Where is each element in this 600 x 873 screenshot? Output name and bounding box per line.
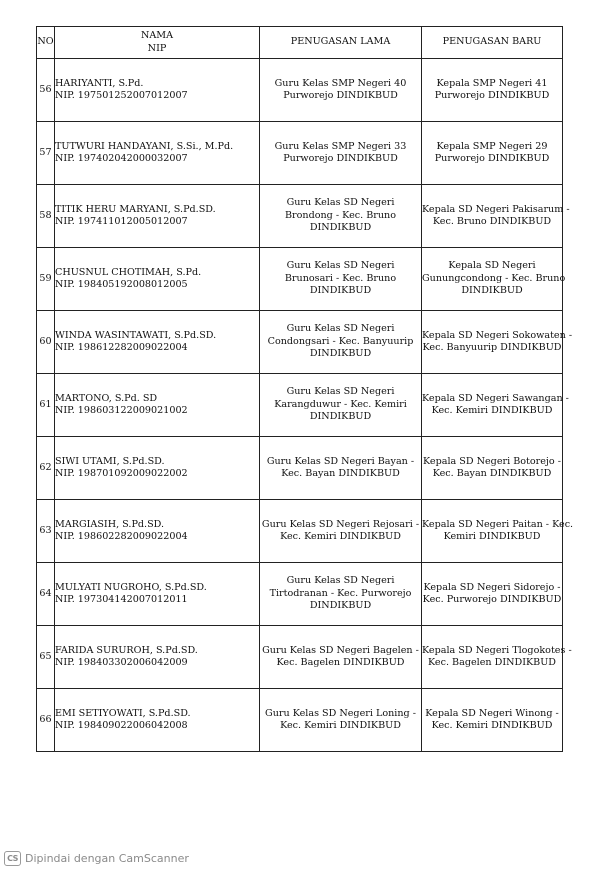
new-assignment (422, 500, 574, 563)
scanner-watermark (4, 850, 189, 866)
header-nama-nip (55, 27, 260, 59)
employee-nip: NIP. 198403302006042009 (55, 657, 188, 668)
assignment-line: DINDIKBUD (309, 285, 372, 297)
assignment-line: Guru Kelas SD Negeri Bayan - (266, 455, 415, 467)
row-number: 64 (37, 563, 55, 626)
assignment-line: Kepala SMP Negeri 41 (436, 77, 548, 89)
previous-assignment (260, 311, 422, 374)
employee-nip: NIP. 197411012005012007 (55, 216, 188, 227)
assignment-line: Guru Kelas SD Negeri (286, 197, 395, 209)
employee-cell (55, 122, 260, 185)
new-assignment (422, 437, 563, 500)
assignment-line: Kepala SD Negeri (448, 260, 536, 272)
employee-cell (55, 437, 260, 500)
table-row (37, 59, 563, 122)
assignment-line: Kec. Bagelen DINDIKBUD (276, 657, 405, 668)
previous-assignment (260, 185, 422, 248)
employee-nip: NIP. 197304142007012011 (55, 594, 188, 605)
assignment-line: DINDIKBUD (461, 285, 523, 297)
table-row (37, 185, 563, 248)
assignment-line: DINDIKBUD (309, 348, 372, 360)
assignment-line: Guru Kelas SD Negeri (286, 260, 395, 272)
employee-cell (55, 626, 260, 689)
table-row (37, 122, 563, 185)
table-row (37, 311, 563, 374)
employee-name: HARIYANTI, S.Pd. (55, 77, 144, 89)
assignment-line: Kec. Purworejo DINDIKBUD (422, 594, 562, 605)
table-row (37, 374, 563, 437)
new-assignment (422, 59, 563, 122)
previous-assignment (260, 689, 422, 752)
row-number: 66 (37, 689, 55, 752)
employee-cell (55, 374, 260, 437)
assignment-line: Guru Kelas SMP Negeri 33 (274, 140, 407, 152)
assignment-line: Kec. Bruno DINDIKBUD (432, 216, 552, 227)
assignment-line: Purworejo DINDIKBUD (434, 153, 550, 164)
row-number: 62 (37, 437, 55, 500)
assignment-line: Kepala SD Negeri Paitan - Kec. (422, 518, 574, 530)
previous-assignment (260, 563, 422, 626)
new-assignment (422, 626, 572, 689)
new-assignment (422, 185, 570, 248)
table-header-row (37, 27, 563, 59)
employee-nip: NIP. 198612282009022004 (55, 342, 188, 353)
row-number: 58 (37, 185, 55, 248)
employee-cell (55, 500, 260, 563)
new-assignment (422, 689, 563, 752)
table-row (37, 563, 563, 626)
assignment-line: Guru Kelas SD Negeri Loning - (265, 707, 416, 719)
table-row (37, 248, 563, 311)
employee-nip: NIP. 197402042000032007 (55, 153, 188, 164)
assignment-line: Kec. Kemiri DINDIKBUD (431, 720, 553, 731)
assignment-line: Kepala SD Negeri Sokowaten - (422, 329, 573, 341)
assignment-line: Purworejo DINDIKBUD (283, 153, 398, 164)
assignment-line: Condongsari - Kec. Banyuurip (267, 335, 414, 347)
header-nama: NAMA (140, 30, 174, 41)
assignment-line: Kec. Kemiri DINDIKBUD (280, 720, 401, 731)
assignment-line: Kepala SD Negeri Sawangan - (422, 392, 569, 404)
table-row (37, 689, 563, 752)
assignment-line: Kepala SD Negeri Pakisarum - (422, 203, 570, 215)
assignment-line: Kemiri DINDIKBUD (443, 531, 541, 542)
assignment-line: Guru Kelas SMP Negeri 40 (274, 77, 407, 89)
assignment-line: Brondong - Kec. Bruno (285, 209, 396, 221)
employee-nip: NIP. 197501252007012007 (55, 90, 188, 101)
employee-name: TUTWURI HANDAYANI, S.Si., M.Pd. (55, 140, 234, 152)
assignment-line: Purworejo DINDIKBUD (283, 90, 398, 101)
header-nip: NIP (147, 42, 167, 54)
assignment-line: Kepala SMP Negeri 29 (436, 140, 548, 152)
header-no: NO (37, 27, 55, 59)
employee-name: FARIDA SURUROH, S.Pd.SD. (55, 644, 198, 656)
scanner-text: Dipindai dengan CamScanner (25, 851, 189, 865)
assignment-line: Guru Kelas SD Negeri (286, 323, 395, 335)
row-number: 63 (37, 500, 55, 563)
assignment-line: Gunungcondong - Kec. Bruno (422, 272, 566, 284)
assignment-line: Kec. Bagelen DINDIKBUD (428, 657, 556, 668)
assignment-line: Tirtodranan - Kec. Purworejo (269, 587, 412, 599)
employee-nip: NIP. 198409022006042008 (55, 720, 188, 731)
assignment-line: Purworejo DINDIKBUD (434, 90, 550, 101)
assignment-line: Guru Kelas SD Negeri Rejosari - (261, 518, 420, 530)
new-assignment (422, 122, 563, 185)
employee-name: CHUSNUL CHOTIMAH, S.Pd. (55, 266, 202, 278)
assignment-line: Guru Kelas SD Negeri Bagelen - (262, 644, 419, 656)
previous-assignment (260, 59, 422, 122)
table-body (37, 59, 574, 752)
previous-assignment (260, 437, 422, 500)
assignment-table (36, 26, 574, 752)
previous-assignment (260, 374, 422, 437)
employee-name: MARGIASIH, S.Pd.SD. (55, 518, 165, 530)
employee-nip: NIP. 198701092009022002 (55, 468, 188, 479)
assignment-line: Kec. Banyuurip DINDIKBUD (422, 342, 562, 353)
employee-cell (55, 59, 260, 122)
employee-name: MULYATI NUGROHO, S.Pd.SD. (55, 581, 207, 593)
assignment-line: Brunosari - Kec. Bruno (284, 272, 397, 284)
camscanner-logo-icon: CS (4, 851, 21, 866)
assignment-line: Kec. Kemiri DINDIKBUD (431, 405, 553, 416)
employee-name: SIWI UTAMI, S.Pd.SD. (55, 455, 165, 467)
new-assignment (422, 311, 573, 374)
employee-nip: NIP. 198602282009022004 (55, 531, 188, 542)
header-penugasan-lama: PENUGASAN LAMA (260, 27, 422, 59)
new-assignment (422, 374, 569, 437)
table-row (37, 437, 563, 500)
previous-assignment (260, 122, 422, 185)
row-number: 61 (37, 374, 55, 437)
assignment-line: Kepala SD Negeri Botorejo - (423, 455, 561, 467)
employee-nip: NIP. 198603122009021002 (55, 405, 188, 416)
new-assignment (422, 248, 566, 311)
previous-assignment (260, 500, 422, 563)
assignment-line: DINDIKBUD (309, 411, 372, 423)
assignment-line: Kepala SD Negeri Tlogokotes - (422, 644, 572, 656)
table-row (37, 500, 563, 563)
assignment-line: Kec. Bayan DINDIKBUD (281, 468, 400, 479)
employee-cell (55, 689, 260, 752)
assignment-line: Kec. Kemiri DINDIKBUD (280, 531, 401, 542)
assignment-line: DINDIKBUD (309, 600, 372, 612)
header-penugasan-baru: PENUGASAN BARU (422, 27, 563, 59)
employee-cell (55, 563, 260, 626)
employee-name: MARTONO, S.Pd. SD (55, 392, 158, 404)
employee-cell (55, 248, 260, 311)
employee-nip: NIP. 198405192008012005 (55, 279, 188, 290)
assignment-line: Guru Kelas SD Negeri (286, 386, 395, 398)
previous-assignment (260, 626, 422, 689)
employee-name: TITIK HERU MARYANI, S.Pd.SD. (55, 203, 216, 215)
assignment-line: Kepala SD Negeri Winong - (425, 707, 559, 719)
assignment-line: Kec. Bayan DINDIKBUD (432, 468, 552, 479)
assignment-line: Karangduwur - Kec. Kemiri (274, 398, 407, 410)
row-number: 59 (37, 248, 55, 311)
assignment-line: Guru Kelas SD Negeri (286, 575, 395, 587)
employee-cell (55, 311, 260, 374)
employee-name: EMI SETIYOWATI, S.Pd.SD. (55, 707, 191, 719)
previous-assignment (260, 248, 422, 311)
row-number: 65 (37, 626, 55, 689)
row-number: 56 (37, 59, 55, 122)
row-number: 60 (37, 311, 55, 374)
row-number: 57 (37, 122, 55, 185)
assignment-line: Kepala SD Negeri Sidorejo - (423, 581, 561, 593)
table-row (37, 626, 563, 689)
employee-cell (55, 185, 260, 248)
employee-name: WINDA WASINTAWATI, S.Pd.SD. (55, 329, 217, 341)
assignment-line: DINDIKBUD (309, 222, 372, 234)
new-assignment (422, 563, 563, 626)
